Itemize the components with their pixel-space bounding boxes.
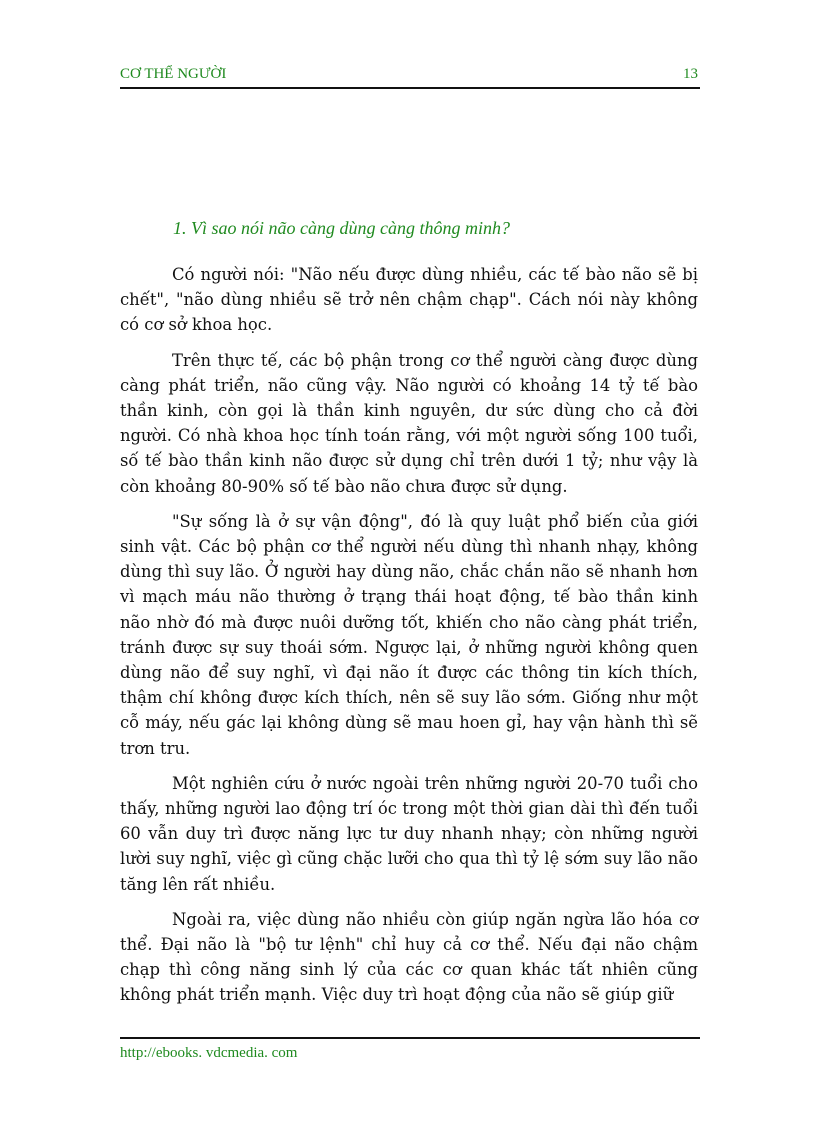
- paragraph: Có người nói: "Não nếu được dùng nhiều, các tế bào não sẽ bị chết", "não dùng nhiều sẽ trở nên chậm chạp". Cách nói này không có cơ sở khoa học.: [120, 265, 698, 335]
- paragraph: Một nghiên cứu ở nước ngoài trên những người 20-70 tuổi cho thấy, những người lao động trí óc trong một thời gian dài thì đến tuổi 60 vẫn duy trì được năng lực tư duy nhanh nhạy; còn những người lười suy nghĩ, việc gì cũng chặc lưỡi cho qua thì tỷ lệ sớm suy lão não tăng lên rất nhiều.: [120, 773, 698, 894]
- paragraph: Trên thực tế, các bộ phận trong cơ thể người càng được dùng càng phát triển, não cũng vậy. Não người có khoảng 14 tỷ tế bào thần kinh, còn gọi là thần kinh nguyên, dư sức dùng cho cả đời người. Có nhà khoa học tính toán rằng, với một người sống 100 tuổi, số tế bào thần kinh não được sử dụng chỉ trên dưới 1 tỷ; như vậy là còn khoảng 80-90% số tế bào não chưa được sử dụng.: [120, 350, 698, 496]
- paragraph: "Sự sống là ở sự vận động", đó là quy luật phổ biến của giới sinh vật. Các bộ phận cơ thể người nếu dùng thì nhanh nhạy, không dùng thì suy lão. Ở người hay dùng não, chắc chắn não sẽ nhanh hơn vì mạch máu não thường ở trạng thái hoạt động, tế bào thần kinh não nhờ đó mà được nuôi dưỡng tốt, khiến cho não càng phát triển, tránh được sự suy thoái sớm. Ngược lại, ở những người không quen dùng não để suy nghĩ, vì đại não ít được các thông tin kích thích, thậm chí không được kích thích, nên sẽ suy lão sớm. Giống như một cỗ máy, nếu gác lại không dùng sẽ mau hoen gỉ, hay vận hành thì sẽ trơn tru.: [120, 511, 698, 758]
- body-text: [120, 262, 698, 1018]
- header-divider: [120, 87, 700, 89]
- footer-divider: [120, 1037, 700, 1039]
- section-heading: 1. Vì sao nói não càng dùng càng thông minh?: [173, 218, 510, 238]
- paragraph: Ngoài ra, việc dùng não nhiều còn giúp ngăn ngừa lão hóa cơ thể. Đại não là "bộ tư lệnh" chỉ huy cả cơ thể. Nếu đại não chậm chạp thì công năng sinh lý của các cơ quan khác tất nhiên cũng không phát triển mạnh. Việc duy trì hoạt động của não sẽ giúp giữ: [120, 909, 698, 1005]
- footer-url-link[interactable]: http://ebooks. vdcmedia. com: [120, 1045, 298, 1061]
- running-header: [120, 64, 700, 88]
- chapter-title: CƠ THỂ NGƯỜI: [120, 66, 227, 82]
- page-number: 13: [683, 66, 698, 82]
